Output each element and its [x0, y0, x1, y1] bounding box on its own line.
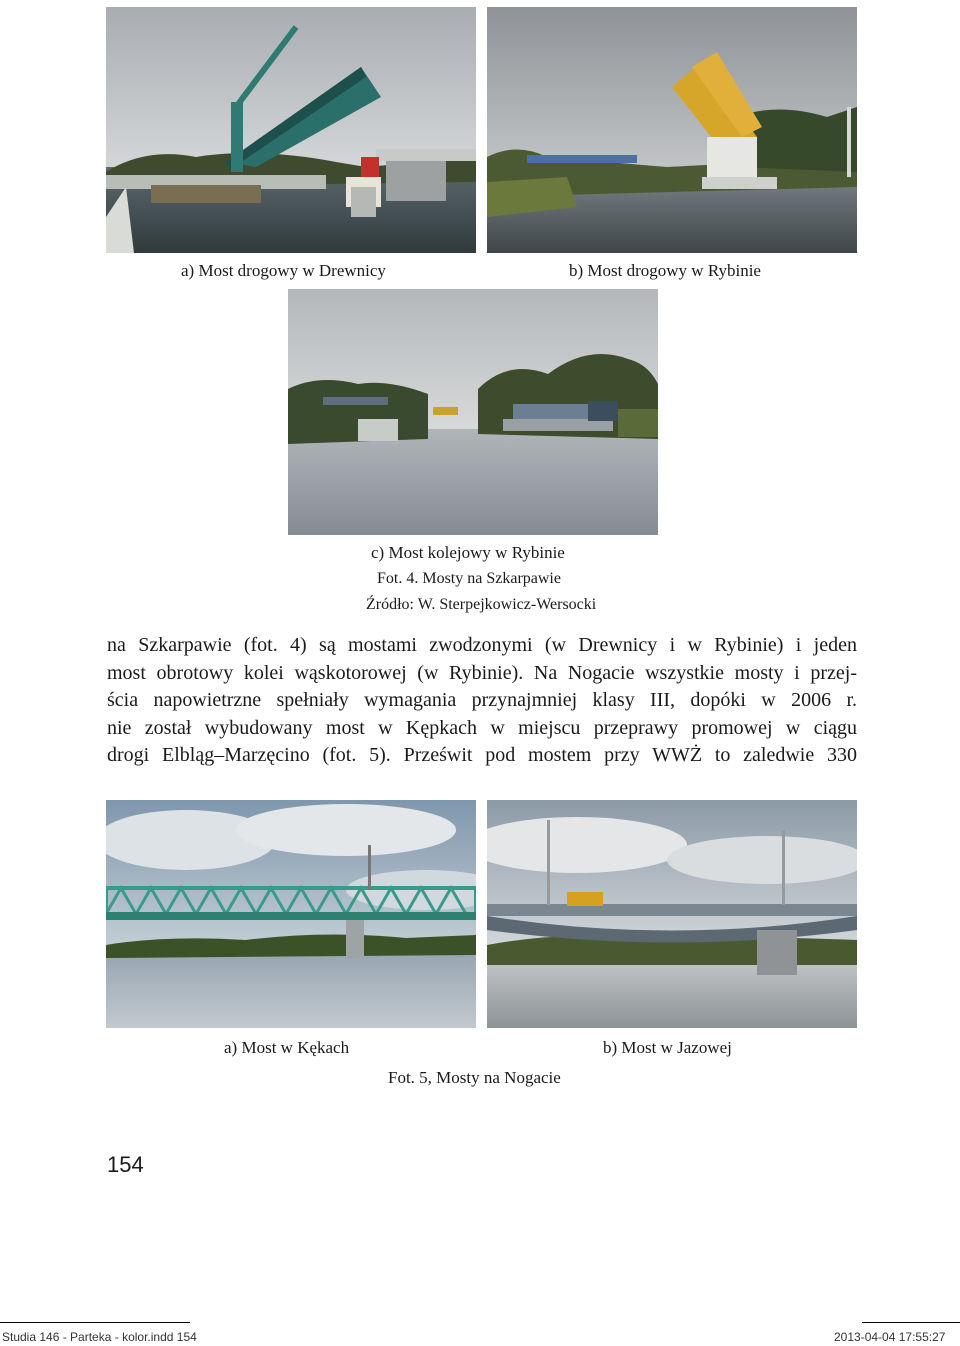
figure5-caption-b: b) Most w Jazowej: [603, 1038, 732, 1057]
footer-file-info: Studia 146 - Parteka - kolor.indd 154: [2, 1330, 197, 1344]
paragraph-line: drogi Elbląg–Marzęcino (fot. 5). Prześwit pod mostem przy WWŻ to zaledwie 330: [107, 744, 857, 766]
figure4-caption-c: c) Most kolejowy w Rybinie: [371, 543, 565, 562]
paragraph-line: ścia napowietrzne spełniały wymagania przynajmniej klasy III, dopóki w 2006 r.: [107, 689, 857, 711]
body-paragraph: [107, 632, 857, 770]
figure4-caption-b: b) Most drogowy w Rybinie: [569, 261, 761, 280]
photo-drewnica-bridge: [106, 7, 476, 253]
paragraph-line: na Szkarpawie (fot. 4) są mostami zwodzonymi (w Drewnicy i w Rybinie) i jeden: [107, 634, 857, 656]
photo-rybina-road-bridge: [487, 7, 857, 253]
crop-mark-left: [0, 1322, 190, 1323]
page-number: 154: [107, 1152, 144, 1177]
photo-kepki-bridge: [106, 800, 476, 1028]
figure4-source: Źródło: W. Sterpejkowicz-Wersocki: [366, 596, 597, 613]
figure4-caption-a: a) Most drogowy w Drewnicy: [181, 261, 386, 280]
crop-mark-right: [862, 1322, 960, 1323]
figure4-title: Fot. 4. Mosty na Szkarpawie: [377, 570, 561, 587]
paragraph-line: most obrotowy kolei wąskotorowej (w Rybinie). Na Nogacie wszystkie mosty i przej-: [107, 661, 857, 684]
photo-jazowa-bridge: [487, 800, 857, 1028]
footer-timestamp: 2013-04-04 17:55:27: [834, 1330, 946, 1344]
paragraph-line: nie został wybudowany most w Kępkach w miejscu przeprawy promowej w ciągu: [107, 716, 857, 739]
figure5-caption-a: a) Most w Kękach: [224, 1038, 350, 1057]
photo-rybina-railway-bridge: [288, 289, 658, 535]
figure5-title: Fot. 5, Mosty na Nogacie: [388, 1068, 561, 1087]
